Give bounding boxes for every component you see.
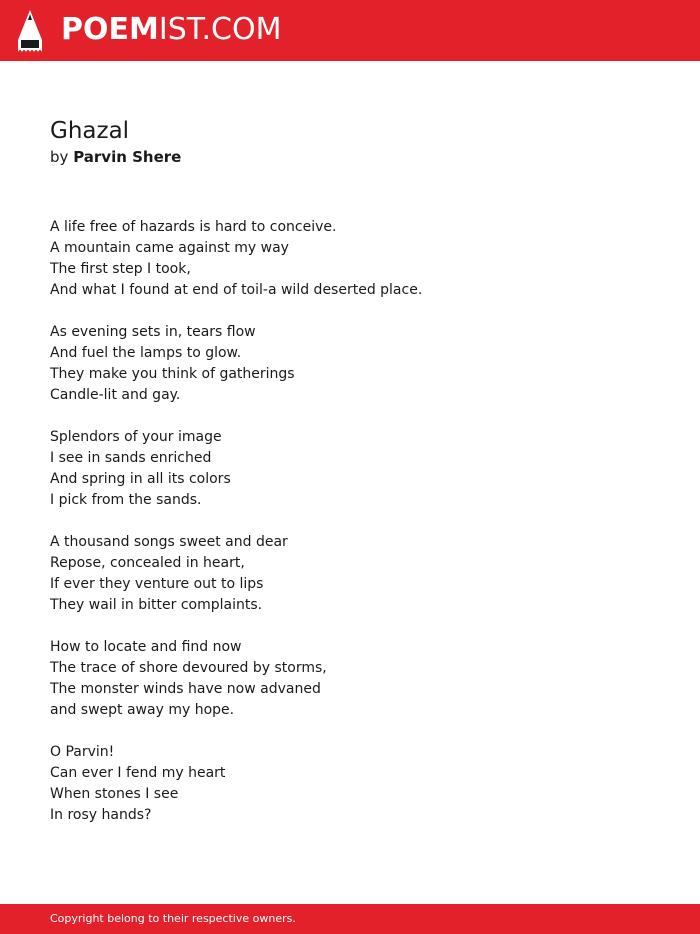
poem-line: If ever they venture out to lips: [50, 576, 264, 592]
site-logo[interactable]: [61, 11, 281, 49]
by-label: by: [50, 148, 69, 166]
poem-line: Splendors of your image: [50, 429, 222, 445]
poem-author: Parvin Shere: [73, 148, 182, 166]
poem-line: In rosy hands?: [50, 807, 152, 823]
poem-content: [50, 116, 650, 847]
poem-line: They wail in bitter complaints.: [50, 597, 263, 613]
poem-line: When stones I see: [50, 786, 179, 802]
poem-title: Ghazal: [50, 118, 130, 144]
poem-line: I see in sands enriched: [50, 450, 212, 466]
poem-line: I pick from the sands.: [50, 492, 202, 508]
logo-brand-light: IST.COM: [158, 12, 282, 47]
copyright-text: Copyright belong to their respective owners.: [50, 912, 296, 925]
poem-stanza: [50, 532, 650, 616]
poem-line: Can ever I fend my heart: [50, 765, 226, 781]
poem-stanza: [50, 217, 650, 301]
poem-line: O Parvin!: [50, 744, 115, 760]
poem-line: The monster winds have now advaned: [50, 681, 321, 697]
poem-line: The first step I took,: [50, 261, 191, 277]
poem-line: A life free of hazards is hard to conceive.: [50, 219, 337, 235]
poem-body: [50, 217, 650, 826]
footer-bar: [0, 904, 700, 934]
poem-line: A mountain came against my way: [50, 240, 289, 256]
poem-line: And spring in all its colors: [50, 471, 231, 487]
header-bar: [0, 0, 700, 61]
poem-line: A thousand songs sweet and dear: [50, 534, 288, 550]
logo-brand-bold: POEM: [61, 12, 159, 47]
poem-stanza: [50, 427, 650, 511]
poem-line: and swept away my hope.: [50, 702, 235, 718]
poem-stanza: [50, 742, 650, 826]
poem-line: Candle-lit and gay.: [50, 387, 181, 403]
poem-line: And what I found at end of toil-a wild deserted place.: [50, 282, 423, 298]
poem-line: How to locate and find now: [50, 639, 242, 655]
poem-line: As evening sets in, tears flow: [50, 324, 256, 340]
poem-line: And fuel the lamps to glow.: [50, 345, 242, 361]
poem-stanza: [50, 637, 650, 721]
pencil-logo-icon[interactable]: [18, 10, 42, 52]
poem-byline: [50, 146, 650, 168]
poem-line: The trace of shore devoured by storms,: [50, 660, 327, 676]
poem-line: Repose, concealed in heart,: [50, 555, 245, 571]
poem-stanza: [50, 322, 650, 406]
poem-line: They make you think of gatherings: [50, 366, 295, 382]
